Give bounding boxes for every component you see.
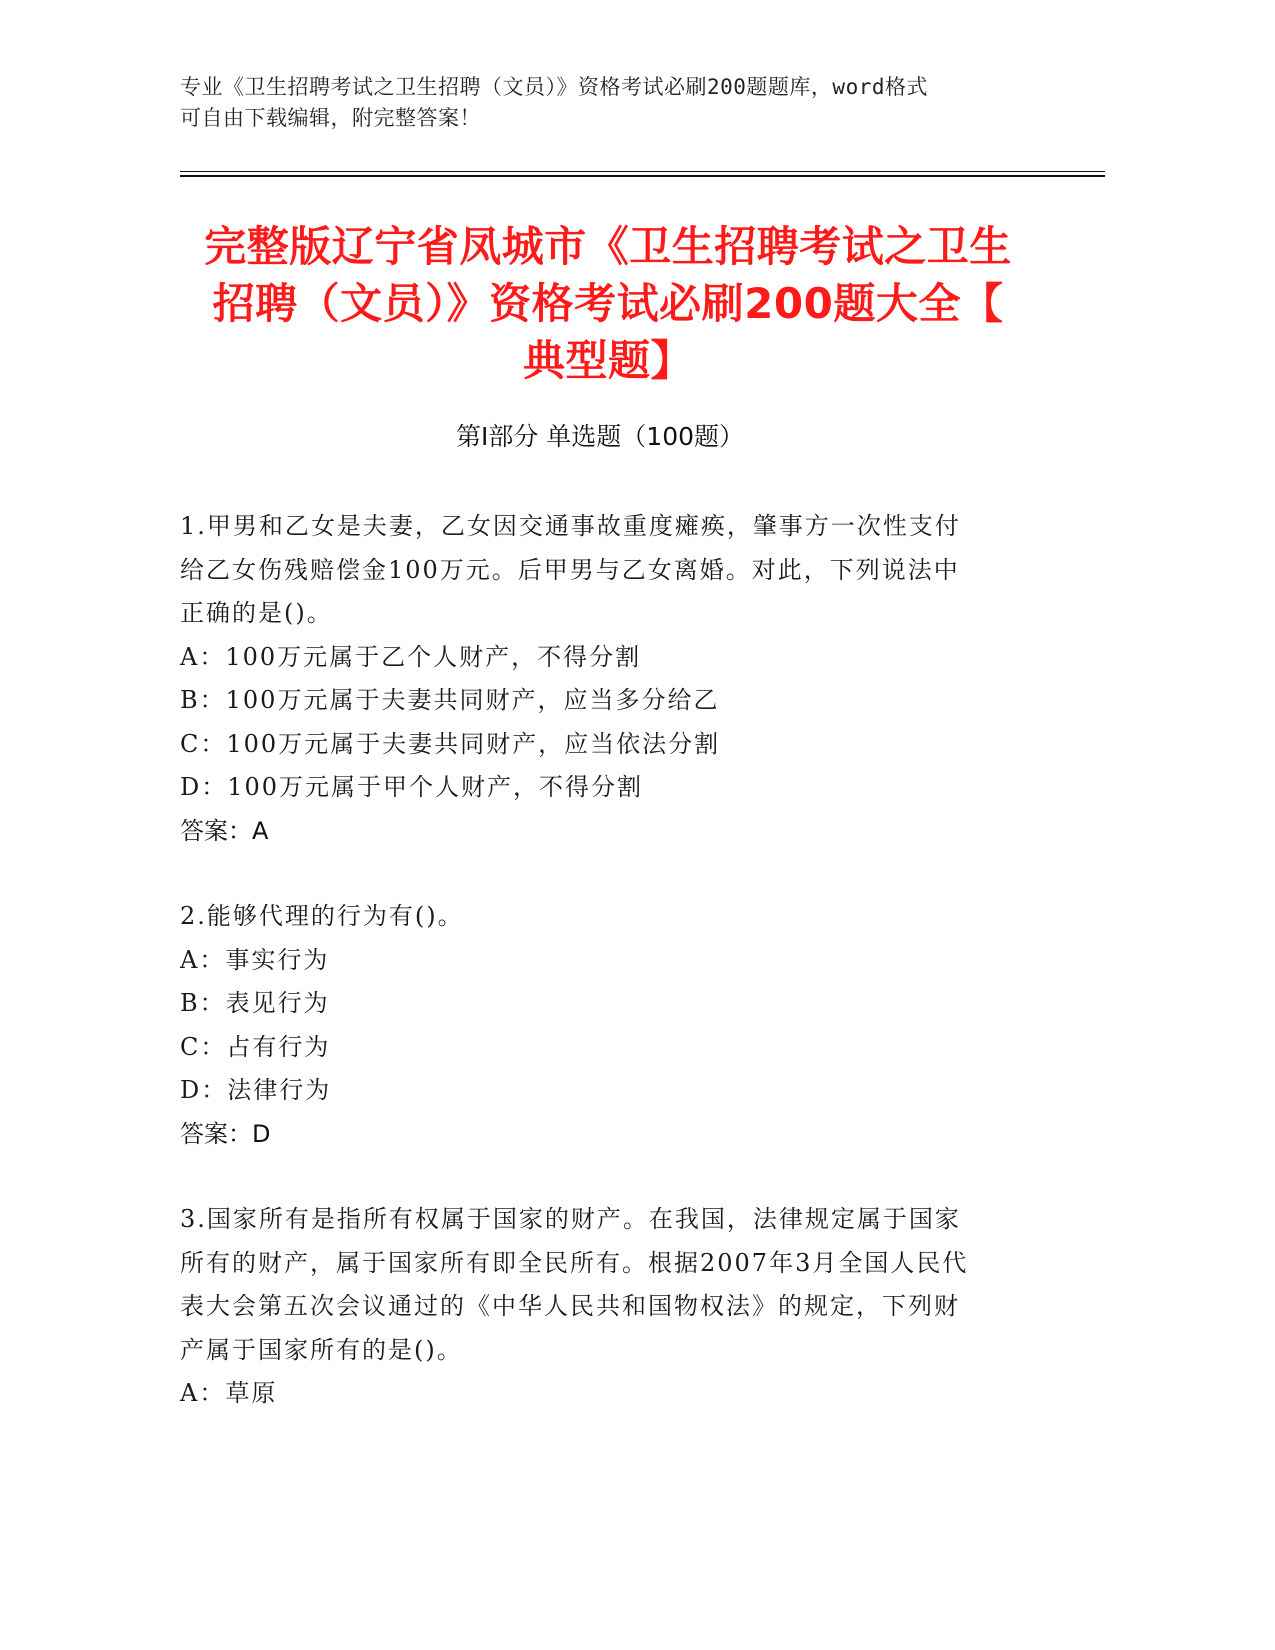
document-title-line-3: 典型题】 — [522, 336, 693, 385]
option-d: D：法律行为 — [180, 1076, 332, 1104]
header-note-line-2: 可自由下载编辑，附完整答案！ — [180, 106, 481, 130]
document-title-line-2: 招聘（文员）》资格考试必刷200题大全【 — [212, 279, 1004, 328]
option-a: A：事实行为 — [180, 945, 330, 974]
question-stem-line: 给乙女伤残赔偿金100万元。后甲男与乙女离婚。对此，下列说法中 — [180, 555, 960, 584]
option-b: B：表见行为 — [180, 989, 330, 1017]
question-stem-line: 2.能够代理的行为有()。 — [180, 902, 464, 930]
answer: 答案：A — [180, 816, 269, 845]
header-divider-thin — [180, 171, 1105, 172]
question-1 — [180, 505, 1030, 853]
question-stem-line: 1.甲男和乙女是夫妻，乙女因交通事故重度瘫痪，肇事方一次性支付 — [180, 512, 961, 540]
document-title — [188, 218, 1028, 389]
question-3 — [180, 1198, 1030, 1416]
section-title: 第Ⅰ部分 单选题（100题） — [455, 422, 745, 451]
option-d: D：100万元属于甲个人财产，不得分割 — [180, 773, 644, 801]
question-stem-line: 产属于国家所有的是()。 — [180, 1335, 463, 1364]
option-b: B：100万元属于夫妻共同财产，应当多分给乙 — [180, 686, 720, 714]
question-stem-line: 表大会第五次会议通过的《中华人民共和国物权法》的规定，下列财 — [180, 1292, 960, 1320]
answer: 答案：D — [180, 1119, 271, 1148]
question-2 — [180, 895, 1030, 1156]
question-stem-line: 正确的是()。 — [180, 599, 333, 627]
header-note-line-1: 专业《卫生招聘考试之卫生招聘（文员）》资格考试必刷200题题库，word格式 — [180, 75, 928, 99]
option-c: C：占有行为 — [180, 1032, 331, 1061]
option-c: C：100万元属于夫妻共同财产，应当依法分割 — [180, 729, 721, 758]
question-stem-line: 3.国家所有是指所有权属于国家的财产。在我国，法律规定属于国家 — [180, 1205, 961, 1233]
document-title-line-1: 完整版辽宁省凤城市《卫生招聘考试之卫生 — [204, 222, 1012, 271]
option-a: A：草原 — [180, 1379, 278, 1407]
header-note — [180, 72, 1030, 134]
option-a: A：100万元属于乙个人财产，不得分割 — [180, 642, 642, 671]
header-divider-thick — [180, 175, 1105, 177]
question-list — [180, 505, 1030, 1458]
question-stem-line: 所有的财产，属于国家所有即全民所有。根据2007年3月全国人民代 — [180, 1248, 969, 1277]
